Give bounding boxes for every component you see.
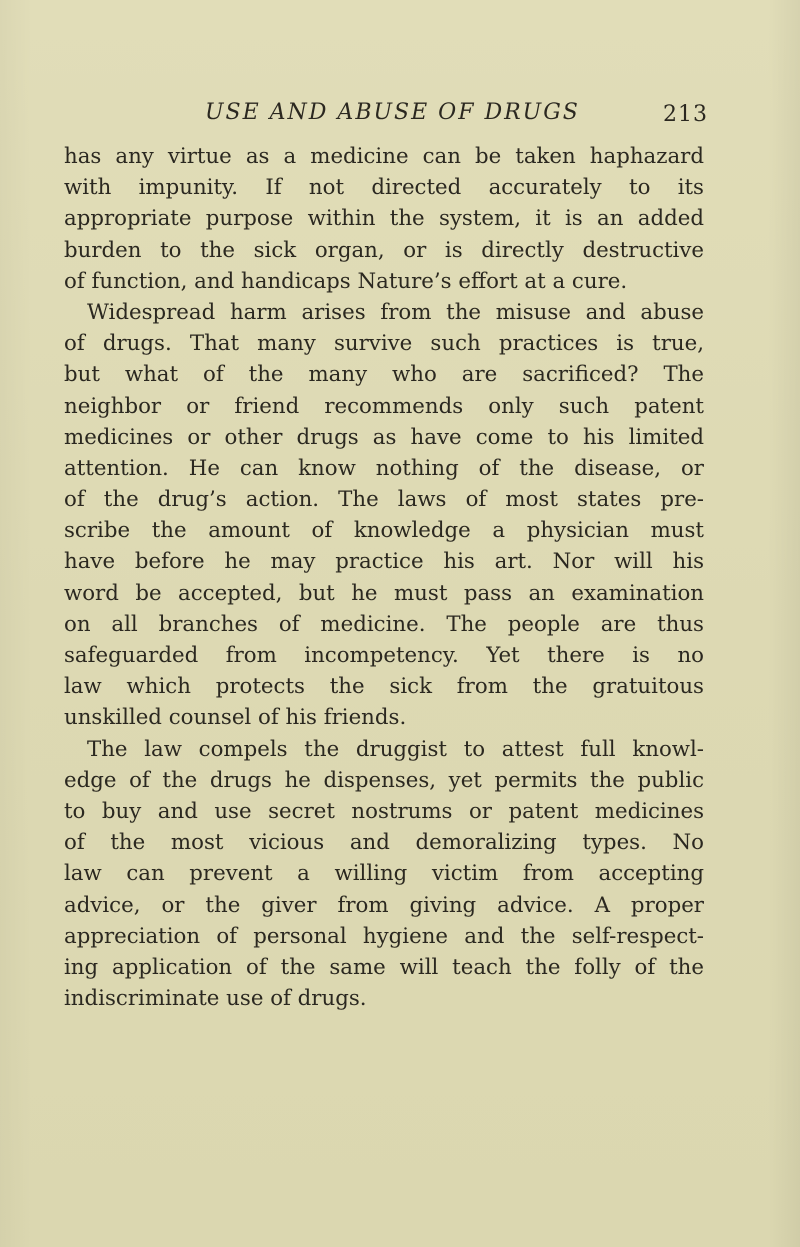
text-line: unskilled counsel of his friends. — [64, 705, 407, 731]
text-line: of function, and handicaps Nature’s effort at a cure. — [64, 268, 628, 294]
text-line: appreciation of personal hygiene and the self-respect- — [64, 923, 704, 949]
text-line: neighbor or friend recommends only such patent — [64, 393, 704, 419]
text-line: of drugs. That many survive such practices is true, — [64, 331, 704, 357]
text-line: of the drug’s action. The laws of most states pre- — [64, 487, 704, 513]
text-line: but what of the many who are sacrificed? The — [64, 362, 704, 388]
text-line: appropriate purpose within the system, it is an added — [64, 206, 704, 232]
text-line: safeguarded from incompetency. Yet there is no — [64, 643, 704, 668]
text-line: word be accepted, but he must pass an examination — [64, 580, 704, 606]
text-line: law which protects the sick from the gratuitous — [64, 674, 704, 700]
text-line: burden to the sick organ, or is directly destructive — [64, 237, 704, 263]
text-line: ing application of the same will teach the folly of the — [64, 954, 704, 980]
text-line: The law compels the druggist to attest full knowl- — [87, 736, 704, 762]
body-text — [64, 141, 704, 1014]
running-title: USE AND ABUSE OF DRUGS — [205, 100, 580, 125]
text-line: to buy and use secret nostrums or patent medicines — [64, 798, 704, 824]
running-head — [0, 100, 800, 134]
text-line: with impunity. If not directed accurately to its — [64, 175, 704, 201]
text-line: medicines or other drugs as have come to his limited — [64, 424, 704, 450]
text-line: scribe the amount of knowledge a physician must — [64, 518, 704, 544]
text-line: on all branches of medicine. The people are thus — [64, 611, 704, 637]
text-line: indiscriminate use of drugs. — [64, 986, 367, 1012]
text-line: advice, or the giver from giving advice. A proper — [64, 892, 704, 918]
text-line: law can prevent a willing victim from accepting — [64, 861, 704, 887]
text-line: have before he may practice his art. Nor will his — [64, 549, 704, 575]
text-line: Widespread harm arises from the misuse and abuse — [87, 299, 704, 325]
page-number: 213 — [663, 102, 708, 127]
text-line: edge of the drugs he dispenses, yet permits the public — [64, 767, 704, 793]
text-line: has any virtue as a medicine can be taken haphazard — [64, 144, 704, 169]
text-line: attention. He can know nothing of the disease, or — [64, 455, 704, 481]
text-line: of the most vicious and demoralizing types. No — [64, 830, 704, 856]
